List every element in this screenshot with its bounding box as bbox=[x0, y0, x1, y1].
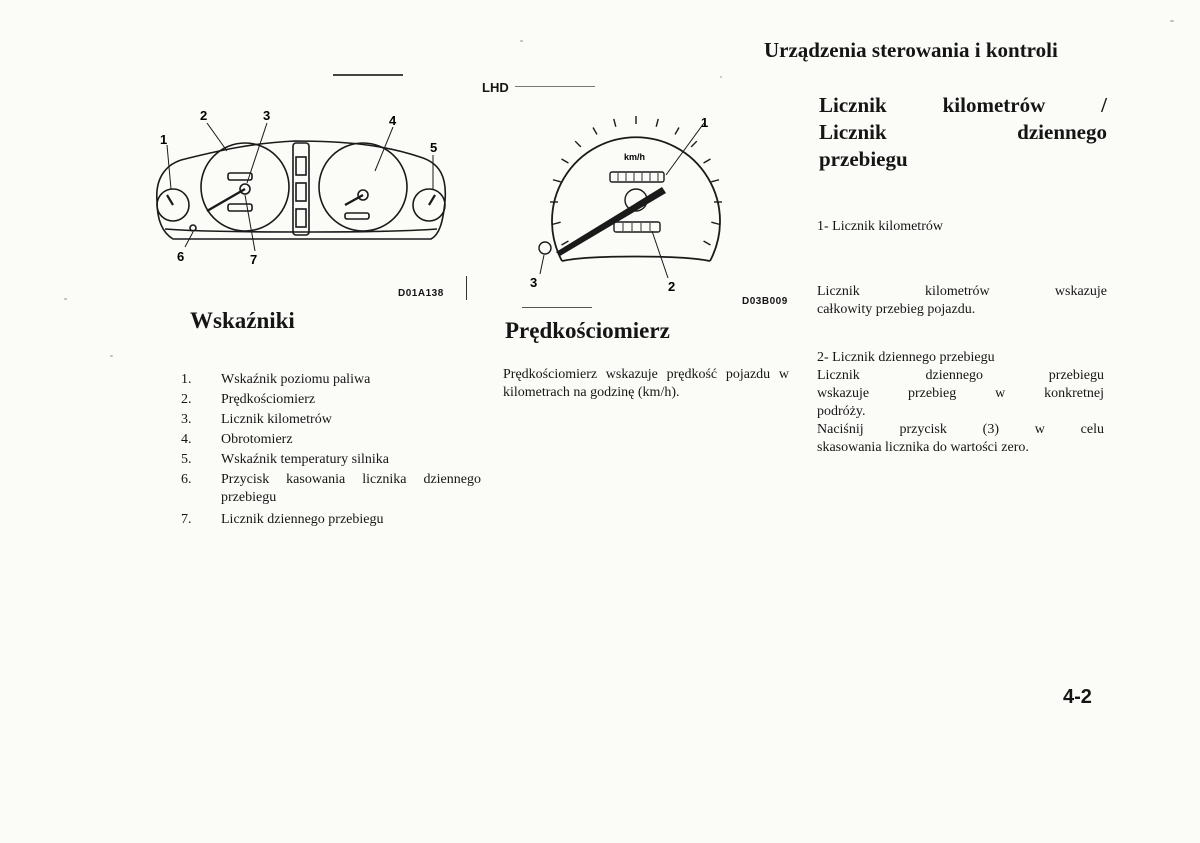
lhd-label: LHD bbox=[482, 80, 509, 95]
cluster-callout-6: 6 bbox=[177, 249, 185, 264]
dial-tick bbox=[711, 180, 719, 182]
list-item bbox=[181, 431, 481, 451]
list-item-number: 5. bbox=[181, 452, 192, 467]
dial-tick bbox=[711, 222, 719, 224]
dial-tick bbox=[675, 128, 679, 135]
paragraph-line: wskazuje przebieg w konkretnej bbox=[817, 386, 1104, 401]
licznik-paragraph-1 bbox=[817, 283, 1107, 319]
speedometer-illustration bbox=[520, 105, 750, 300]
speedo-callout-3: 3 bbox=[530, 275, 538, 290]
scan-speck bbox=[720, 76, 722, 78]
cluster-callout-5: 5 bbox=[430, 140, 438, 155]
list-item-text: Licznik dziennego przebiegu bbox=[221, 512, 384, 527]
instrument-cluster-illustration bbox=[145, 105, 475, 305]
paragraph-line: Licznik dziennego przebiegu bbox=[817, 368, 1104, 383]
list-item-text: Wskaźnik poziomu paliwa bbox=[221, 372, 371, 387]
page-number: 4-2 bbox=[1063, 686, 1092, 708]
dial-tick bbox=[704, 159, 711, 163]
wskazniki-list bbox=[181, 371, 481, 531]
speedo-figure-code: D03B009 bbox=[742, 296, 788, 307]
paragraph-line: Licznik kilometrów wskazuje bbox=[817, 284, 1107, 299]
speedo-baseline bbox=[522, 307, 592, 308]
paragraph-line: skasowania licznika do wartości zero. bbox=[817, 440, 1029, 455]
section-header: Urządzenia sterowania i kontroli bbox=[764, 38, 1058, 62]
scan-speck bbox=[1170, 20, 1174, 22]
list-item-number: 1. bbox=[181, 372, 192, 387]
list-item-text: Przycisk kasowania licznika dziennego przebiegu bbox=[221, 472, 481, 505]
dial-tick bbox=[562, 159, 569, 163]
paragraph-line: Naciśnij przycisk (3) w celu bbox=[817, 422, 1104, 437]
dial-tick bbox=[691, 141, 697, 147]
licznik-heading bbox=[819, 92, 1107, 173]
list-item bbox=[181, 451, 481, 471]
list-item-number: 2. bbox=[181, 392, 192, 407]
licznik-heading-line: Licznik kilometrów / bbox=[819, 93, 1107, 117]
list-item bbox=[181, 391, 481, 411]
speedo-unit-label: km/h bbox=[624, 152, 646, 162]
cluster-figure-code: D01A138 bbox=[398, 288, 444, 299]
predkosciomierz-heading: Prędkościomierz bbox=[505, 318, 670, 343]
licznik-subheading-1: 1- Licznik kilometrów bbox=[817, 219, 943, 234]
dial-tick bbox=[704, 241, 711, 245]
cluster-callout-1: 1 bbox=[160, 132, 168, 147]
dial-tick bbox=[614, 119, 616, 127]
list-item bbox=[181, 471, 481, 511]
list-item bbox=[181, 411, 481, 431]
list-item-text: Wskaźnik temperatury silnika bbox=[221, 452, 389, 467]
list-item-number: 6. bbox=[181, 472, 192, 487]
licznik-heading-line: przebiegu bbox=[819, 147, 908, 171]
cluster-callout-3: 3 bbox=[263, 108, 271, 123]
cluster-callout-7: 7 bbox=[250, 252, 258, 267]
predkosciomierz-text: Prędkościomierz wskazuje prędkość pojazdu w kilometrach na godzinę (km/h). bbox=[503, 367, 789, 400]
scan-speck bbox=[64, 298, 67, 300]
licznik-subheading-2: 2- Licznik dziennego przebiegu bbox=[817, 350, 995, 365]
scan-speck bbox=[110, 355, 113, 357]
list-item-text: Prędkościomierz bbox=[221, 392, 316, 407]
dial-tick bbox=[553, 222, 561, 224]
list-item-text: Licznik kilometrów bbox=[221, 412, 332, 427]
list-item bbox=[181, 371, 481, 391]
dial-tick bbox=[575, 141, 581, 147]
dial-tick bbox=[562, 241, 569, 245]
list-item-number: 4. bbox=[181, 432, 192, 447]
list-item-text: Obrotomierz bbox=[221, 432, 293, 447]
speedo-callout-1: 1 bbox=[701, 115, 709, 130]
dial-tick bbox=[553, 180, 561, 182]
cluster-callout-2: 2 bbox=[200, 108, 208, 123]
scan-rule-left bbox=[333, 74, 403, 76]
licznik-paragraph-2 bbox=[817, 367, 1104, 457]
licznik-heading-line: Licznik dziennego bbox=[819, 120, 1107, 144]
scan-speck bbox=[520, 40, 523, 42]
speedo-callout-2: 2 bbox=[668, 279, 676, 294]
figure-divider bbox=[466, 276, 467, 300]
paragraph-line: całkowity przebieg pojazdu. bbox=[817, 302, 976, 317]
list-item-number: 3. bbox=[181, 412, 192, 427]
scan-rule-right bbox=[515, 86, 595, 87]
dial-tick bbox=[656, 119, 658, 127]
dial-tick bbox=[593, 128, 597, 135]
list-item bbox=[181, 511, 481, 531]
cluster-callout-4: 4 bbox=[389, 113, 397, 128]
wskazniki-heading: Wskaźniki bbox=[190, 308, 295, 333]
paragraph-line: podróży. bbox=[817, 404, 866, 419]
list-item-number: 7. bbox=[181, 512, 192, 527]
